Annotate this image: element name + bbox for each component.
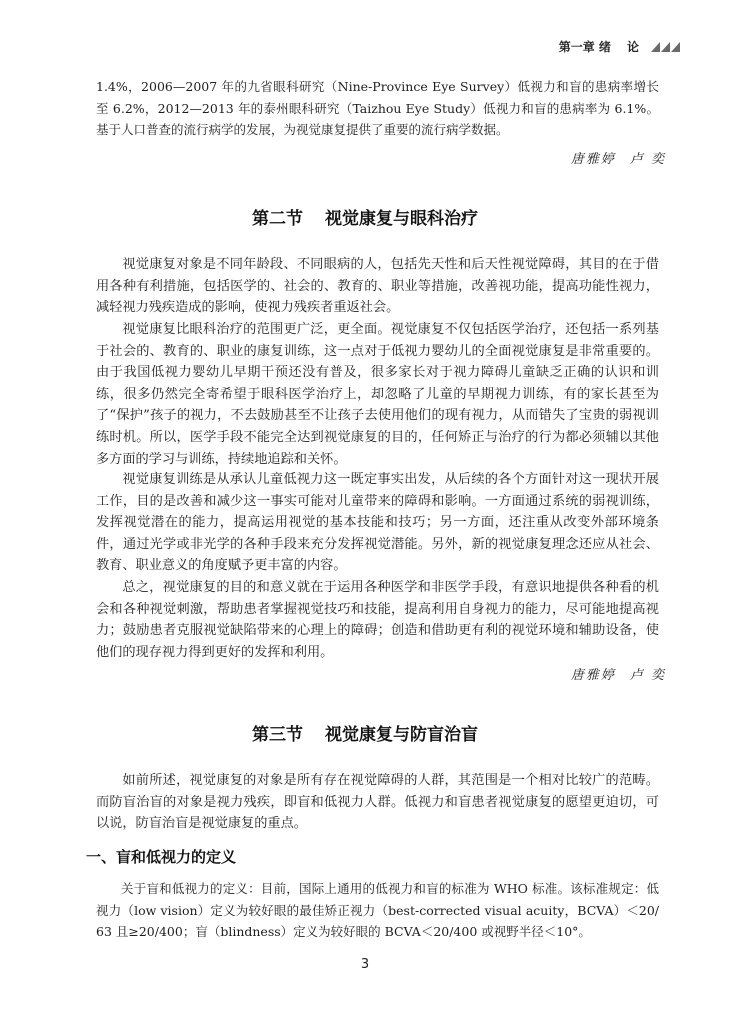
subsection-heading: 一、盲和低视力的定义	[86, 848, 237, 866]
body-paragraph: 总之，视觉康复的目的和意义就在于运用各种医学和非医学手段，有意识地提供各种看的机会和各种视觉刺激，帮助患者掌握视觉技巧和技能，提高利用自身视力的能力，尽可能地提高视力；鼓励患者克服视觉缺陷带来的心理上的障碍；创造和借助更有利的视觉环境和辅助设备，使他们的现存视力得到更好的发挥和利用。	[96, 580, 659, 660]
body-paragraph: 如前所述，视觉康复的对象是所有存在视觉障碍的人群，其范围是一个相对比较广的范畴。而防盲治盲的对象是视力残疾，即盲和低视力人群。低视力和盲患者视觉康复的愿望更迫切，可以说，防盲治盲是视觉康复的重点。	[96, 773, 659, 832]
chapter-label: 第一章	[558, 40, 595, 54]
triangle-icon	[651, 42, 680, 52]
section-title: 视觉康复与防盲治盲	[325, 725, 478, 745]
author-name: 卢 奕	[629, 668, 666, 683]
section-heading	[0, 720, 730, 745]
body-paragraph: 视觉康复训练是从承认儿童低视力这一既定事实出发，从后续的各个方面针对这一现状开展工作，目的是改善和减少这一事实可能对儿童带来的障碍和影响。一方面通过系统的弱视训练，发挥视觉潜在的能力，提高运用视觉的基本技能和技巧；另一方面，还注重从改变外部环境条件，通过光学或非光学的各种手段来充分发挥视觉潜能。另外，新的视觉康复理念还应从社会、教育、职业意义的角度赋予更丰富的内容。	[96, 472, 659, 574]
body-paragraph: 关于盲和低视力的定义：目前，国际上通用的低视力和盲的标准为 WHO 标准。该标准规定：低视力（low vision）定义为较好眼的最佳矫正视力（best-corrected visual acuity，BCVA）＜20/63 且≥20/400；盲（blindness）定义为较好眼的 BCVA＜20/400 或视野半径＜10°。	[96, 881, 659, 940]
authors-attribution	[571, 148, 666, 167]
running-head	[559, 38, 680, 55]
intro-paragraph: 1.4%，2006—2007 年的九省眼科研究（Nine-Province Eye Survey）低视力和盲的患病率增长至 6.2%，2012—2013 年的泰州眼科研究（Taizhou Eye Study）低视力和盲的患病率为 6.1%。基于人口普查的流行病学的发展，为视觉康复提供了重要的流行病学数据。	[96, 79, 659, 138]
section-number: 第三节	[252, 725, 303, 745]
author-name: 卢 奕	[629, 152, 666, 167]
section-heading	[0, 204, 730, 229]
author-name: 唐雅婷	[570, 668, 616, 683]
section-title: 视觉康复与眼科治疗	[325, 209, 478, 229]
authors-attribution	[571, 664, 666, 683]
section-number: 第二节	[252, 209, 303, 229]
author-name: 唐雅婷	[570, 152, 616, 167]
page-number: 3	[360, 957, 370, 972]
body-paragraph: 视觉康复对象是不同年龄段、不同眼病的人，包括先天性和后天性视觉障碍，其目的在于借用各种有利措施，包括医学的、社会的、教育的、职业等措施，改善视功能，提高功能性视力，减轻视力残疾造成的影响，使视力残疾者重返社会。	[96, 257, 659, 316]
chapter-title: 绪 论	[598, 40, 645, 54]
body-paragraph: 视觉康复比眼科治疗的范围更广泛，更全面。视觉康复不仅包括医学治疗，还包括一系列基于社会的、教育的、职业的康复训练，这一点对于低视力婴幼儿的全面视觉康复是非常重要的。由于我国低视力婴幼儿早期干预还没有普及，很多家长对于视力障碍儿童缺乏正确的认识和训练，很多仍然完全寄希望于眼科医学治疗上，却忽略了儿童的早期视力训练，有的家长甚至为了“保护”孩子的视力，不去鼓励甚至不让孩子去使用他们的现有视力，从而错失了宝贵的弱视训练时机。所以，医学手段不能完全达到视觉康复的目的，任何矫正与治疗的行为都必须辅以其他多方面的学习与训练，持续地追踪和关怀。	[96, 322, 659, 467]
